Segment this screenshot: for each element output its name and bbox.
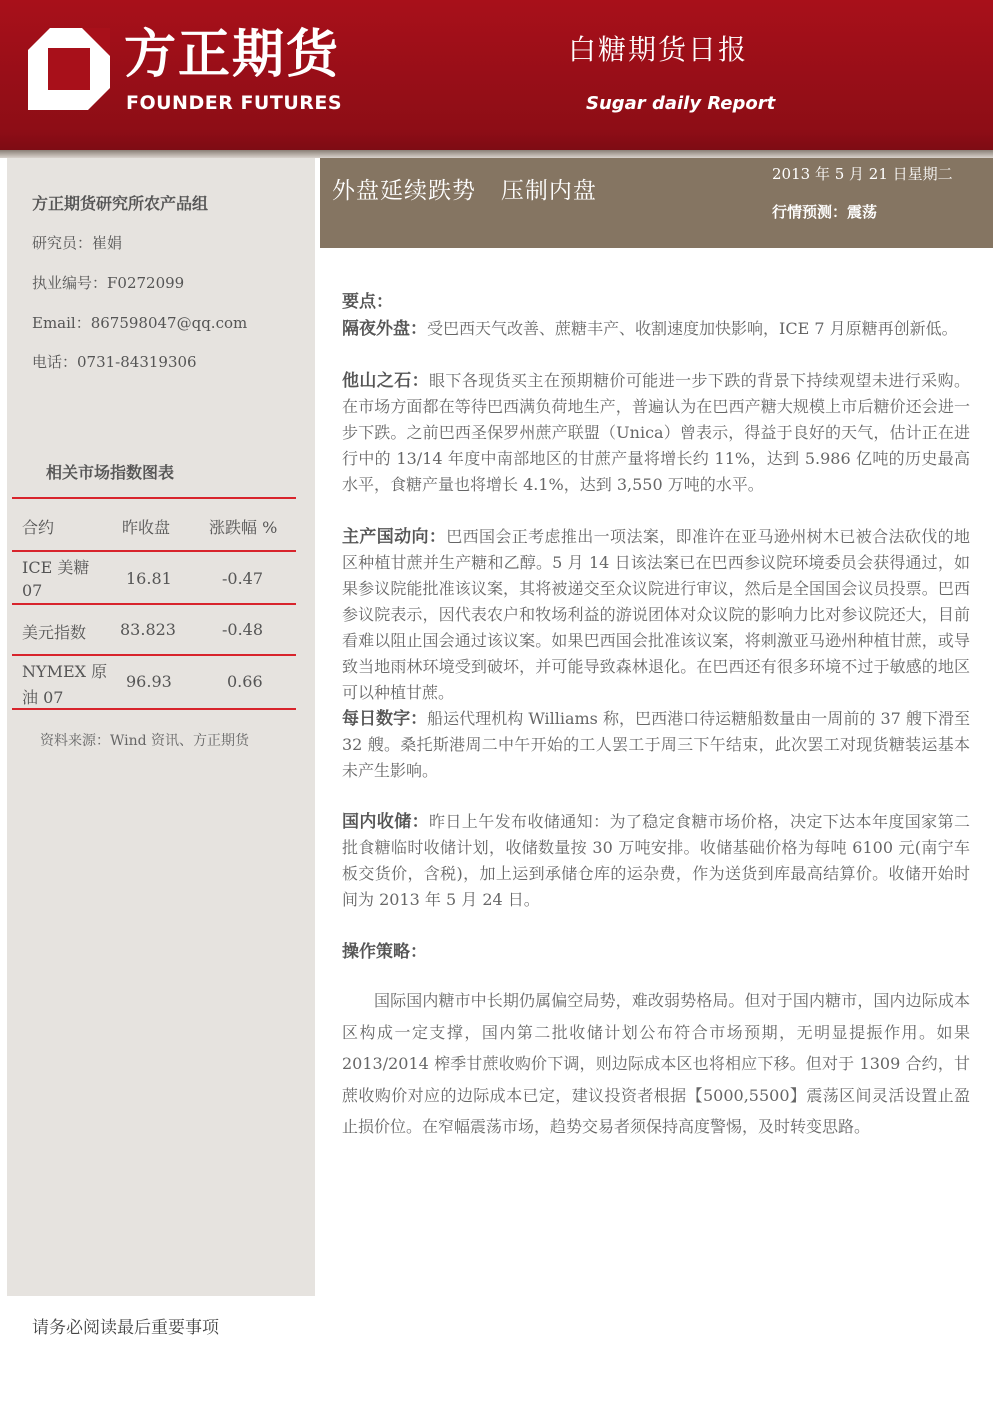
strategy-paragraph: 国际国内糖市中长期仍属偏空局势，难改弱势格局。但对于国内糖市，国内边际成本区构成一定支撑，国内第二批收储计划公布符合市场预期，无明显提振作用。如果 2013/2014 榨季甘蔗收购价下调，则边际成本区也将相应下移。但对于 1309 合约，甘蔗收购价对应的边际成本已定，建议投资者根据【5000,5500】震荡区间灵活设置止盈止损价位。在窄幅震荡市场，趋势交易者须保持高度警惕，及时转变思路。 (342, 991, 970, 1137)
table-row (12, 550, 296, 603)
close-value: 83.823 (120, 620, 176, 639)
report-date: 2013 年 5 月 21 日星期二 (772, 165, 953, 183)
table-header: 合约 (22, 518, 55, 537)
table-row (12, 603, 296, 654)
paragraph-keyword: 每日数字： (342, 709, 428, 729)
paragraph-keyword: 国内收储： (342, 812, 430, 832)
contract-name: 美元指数 (22, 623, 87, 642)
market-forecast: 行情预测：震荡 (772, 203, 878, 221)
table-row (12, 654, 296, 710)
overnight-market-paragraph (342, 316, 970, 342)
report-title-cn: 白糖期货日报 (568, 33, 749, 66)
paragraph-text: 船运代理机构 Williams 称，巴西港口待运糖船数量由一周前的 37 艘下滑至 32 艘。桑托斯港周二中午开始的工人罢工于周三下午结束，此次罢工对现货糖装运基本未产生影响。 (342, 709, 970, 780)
domestic-stockpile-paragraph (342, 809, 970, 913)
report-headline: 外盘延续跌势 压制内盘 (332, 178, 597, 204)
close-value: 16.81 (126, 569, 172, 588)
contract-name: NYMEX 原 (22, 662, 108, 681)
market-table-title: 相关市场指数图表 (46, 463, 175, 482)
contract-name: 07 (22, 581, 43, 600)
header-shadow (0, 150, 993, 158)
paragraph-keyword: 隔夜外盘： (342, 319, 427, 339)
producer-news-paragraph (342, 524, 970, 706)
logo-text-cn: 方正期货 (124, 25, 341, 85)
paragraph-text: 巴西国会正考虑推出一项法案，即准许在亚马逊州树木已被合法砍伐的地区种植甘蔗并生产糖和乙醇。5 月 14 日该法案已在巴西参议院环境委员会获得通过，如果参议院能批准该议案，其将被递交至众议院进行审议，然后是全国国会议员投票。巴西参议院表示，因代表农户和牧场利益的游说团体对众议院的影响力比对参议院还大，目前看难以阻止国会通过该议案。如果巴西国会批准该议案，将刺激亚马逊州种植甘蔗，或导致当地雨林环境受到破坏，并可能导致森林退化。在巴西还有很多环境不过于敏感的地区可以种植甘蔗。 (342, 527, 970, 702)
paragraph-text: 昨日上午发布收储通知：为了稳定食糖市场价格，决定下达本年度国家第二批食糖临时收储计划，收储数量按 30 万吨安排。收储基础价格为每吨 6100 元(南宁车板交货价，含税)，加上运到承储仓库的运杂费，作为送货到库最高结算价。收储开始时间为 2013 年 5 月 24 日。 (342, 812, 970, 909)
daily-numbers-paragraph (342, 706, 970, 784)
analyst-phone: 电话：0731-84319306 (32, 353, 197, 371)
market-index-table (12, 497, 296, 710)
paragraph-keyword: 他山之石： (342, 371, 430, 391)
change-value: -0.48 (222, 620, 264, 639)
contract-name: ICE 美糖 (22, 558, 90, 577)
footer-notice: 请务必阅读最后重要事项 (32, 1318, 219, 1338)
analyst-name: 研究员：崔娟 (32, 234, 123, 252)
key-points-heading: 要点： (342, 292, 393, 312)
research-group: 方正期货研究所农产品组 (32, 194, 209, 213)
table-header-row (12, 497, 296, 550)
close-value: 96.93 (126, 672, 172, 691)
paragraph-keyword: 主产国动向： (342, 527, 447, 547)
founder-logo-icon (28, 28, 110, 110)
table-header: 涨跌幅 % (209, 518, 278, 537)
strategy-heading: 操作策略： (342, 942, 427, 962)
paragraph-text: 受巴西天气改善、蔗糖丰产、收割速度加快影响，ICE 7 月原糖再创新低。 (427, 319, 958, 338)
foreign-news-paragraph (342, 368, 970, 498)
logo-text-en: FOUNDER FUTURES (126, 92, 343, 114)
report-title-en: Sugar daily Report (586, 93, 776, 114)
contract-name: 油 07 (22, 688, 64, 707)
change-value: 0.66 (227, 672, 263, 691)
change-value: -0.47 (222, 569, 264, 588)
analyst-email: Email：867598047@qq.com (32, 314, 248, 332)
table-header: 昨收盘 (122, 518, 171, 537)
data-source: 资料来源：Wind 资讯、方正期货 (40, 733, 250, 749)
license-number: 执业编号：F0272099 (32, 274, 185, 292)
paragraph-text: 眼下各现货买主在预期糖价可能进一步下跌的背景下持续观望未进行采购。在市场方面都在等待巴西满负荷地生产，普遍认为在巴西产糖大规模上市后糖价还会进一步下跌。之前巴西圣保罗州蔗产联盟（Unica）曾表示，得益于良好的天气，估计正在进行中的 13/14 年度中南部地区的甘蔗产量将增长约 11%，达到 5.986 亿吨的历史最高水平，食糖产量也将增长 4.1%，达到 3,550 万吨的水平。 (342, 371, 970, 494)
